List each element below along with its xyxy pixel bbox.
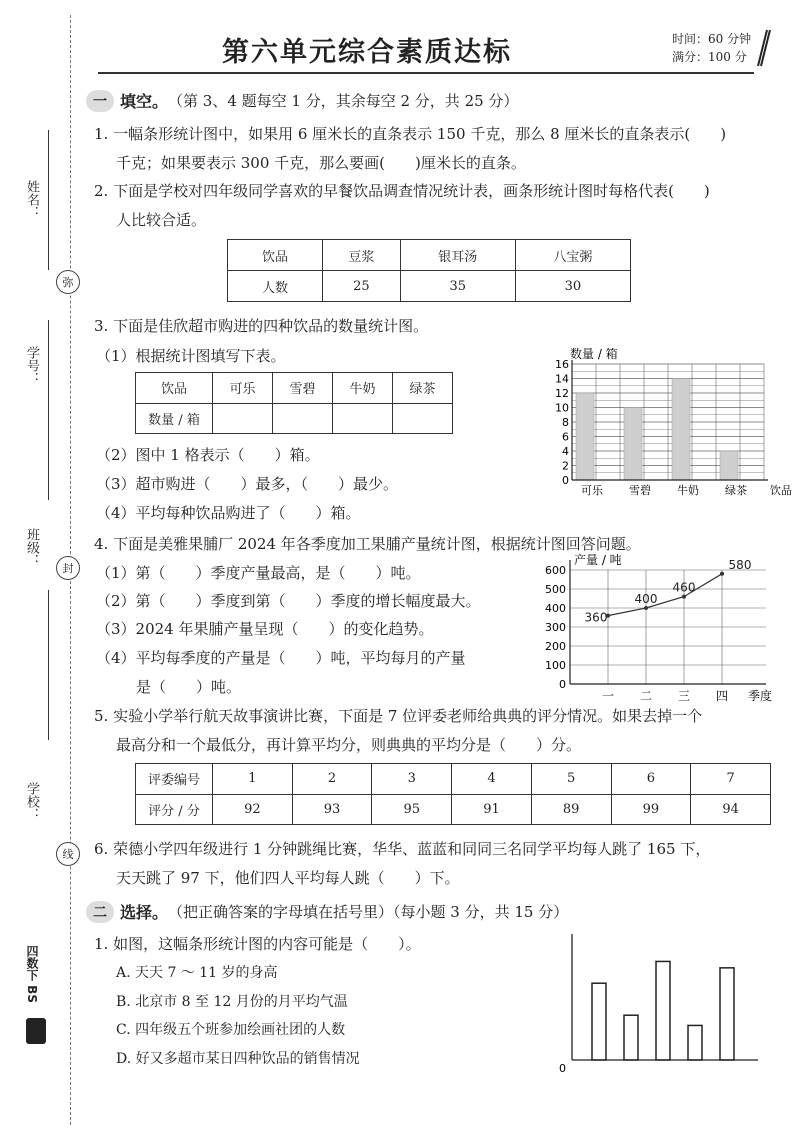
q4-sub2: （2）第（ ）季度到第（ ）季度的增长幅度最大。 bbox=[96, 592, 481, 610]
table-cell: 92 bbox=[213, 794, 293, 825]
section-1-badge: 一 bbox=[86, 90, 114, 112]
data-point bbox=[682, 595, 686, 599]
bar bbox=[720, 451, 738, 480]
x-tick-label: 可乐 bbox=[581, 484, 603, 497]
x-axis-label: 季度 bbox=[748, 689, 773, 703]
table-cell: 2 bbox=[292, 764, 372, 795]
y-tick-label: 12 bbox=[555, 387, 569, 400]
option-b[interactable]: B. 北京市 8 至 12 月份的月平均气温 bbox=[116, 994, 348, 1010]
y-tick-label: 600 bbox=[545, 564, 566, 577]
q4-sub1: （1）第（ ）季度产量最高，是（ ）吨。 bbox=[96, 564, 421, 582]
seal-circle-3: 线 bbox=[56, 842, 80, 866]
y-tick-label: 10 bbox=[555, 401, 569, 415]
table-cell: 评分 / 分 bbox=[136, 794, 213, 825]
answer-cell[interactable] bbox=[273, 403, 333, 434]
y-tick-label: 0 bbox=[562, 474, 569, 487]
q3-sub1: （1）根据统计图填写下表。 bbox=[96, 347, 286, 365]
name-label: 姓名： bbox=[24, 180, 39, 219]
data-label: 360 bbox=[584, 610, 608, 625]
header-decoration bbox=[755, 28, 771, 68]
y-tick-label: 2 bbox=[562, 459, 569, 473]
series-line bbox=[608, 574, 722, 616]
section-2-heading bbox=[86, 900, 568, 923]
y-tick-label: 6 bbox=[562, 430, 569, 444]
table-cell: 银耳汤 bbox=[400, 240, 515, 271]
table-cell: 数量 / 箱 bbox=[136, 403, 213, 434]
q5-line2: 最高分和一个最低分，再计算平均分，则典典的平均分是（ ）分。 bbox=[116, 736, 582, 754]
data-label: 580 bbox=[728, 557, 752, 572]
data-point bbox=[644, 606, 648, 610]
page-title: 第六单元综合素质达标 bbox=[222, 37, 512, 68]
data-label: 400 bbox=[634, 592, 658, 606]
table-cell: 可乐 bbox=[213, 373, 273, 404]
drinks-bar-chart bbox=[538, 347, 792, 500]
q5-table bbox=[135, 763, 771, 825]
table-cell: 豆浆 bbox=[323, 240, 401, 271]
q3-sub4: （4）平均每种饮品购进了（ ）箱。 bbox=[96, 504, 361, 522]
q4-sub4b: 是（ ）吨。 bbox=[136, 678, 242, 696]
y-tick-label: 300 bbox=[545, 621, 566, 634]
school-label: 学校： bbox=[24, 782, 39, 821]
bar bbox=[624, 408, 642, 481]
x-tick-label: 一 bbox=[601, 689, 615, 703]
data-point bbox=[720, 572, 724, 576]
bar bbox=[624, 1015, 638, 1060]
class-label: 班级： bbox=[24, 528, 39, 567]
option-a[interactable]: A. 天天 7 ～ 11 岁的身高 bbox=[116, 965, 278, 981]
brand-label: 四数下 BS bbox=[25, 945, 39, 1003]
x-tick-label: 四 bbox=[715, 689, 729, 703]
table-cell: 35 bbox=[400, 271, 515, 302]
y-axis-label: 数量 / 箱 bbox=[570, 347, 618, 361]
y-tick-label: 500 bbox=[545, 583, 566, 596]
q2-line2: 人比较合适。 bbox=[116, 211, 207, 229]
table-cell: 7 bbox=[691, 764, 771, 795]
q1-line2: 千克；如果要表示 300 千克，那么要画( )厘米长的直条。 bbox=[116, 154, 526, 172]
section-2-note: （把正确答案的字母填在括号里）（每小题 3 分，共 15 分） bbox=[168, 902, 569, 921]
table-cell: 91 bbox=[452, 794, 532, 825]
table-cell: 93 bbox=[292, 794, 372, 825]
section-2-title: 选择。 bbox=[120, 903, 169, 922]
answer-cell[interactable] bbox=[393, 403, 453, 434]
bar bbox=[656, 961, 670, 1060]
y-tick-label: 0 bbox=[559, 678, 566, 691]
y-tick-label: 200 bbox=[545, 640, 566, 653]
table-cell: 雪碧 bbox=[273, 373, 333, 404]
time-info: 时间：60 分钟 bbox=[672, 32, 752, 46]
seal-circle-1: 弥 bbox=[56, 270, 80, 294]
q3-table bbox=[135, 372, 453, 434]
bar bbox=[592, 983, 606, 1060]
table-cell: 89 bbox=[531, 794, 611, 825]
table-cell: 人数 bbox=[228, 271, 323, 302]
q6-line2: 天天跳了 97 下，他们四人平均每人跳（ ）下。 bbox=[116, 869, 460, 887]
brand-logo bbox=[26, 1018, 46, 1044]
answer-cell[interactable] bbox=[213, 403, 273, 434]
y-tick-label: 4 bbox=[562, 445, 569, 458]
q3-line: 3. 下面是佳欣超市购进的四种饮品的数量统计图。 bbox=[94, 317, 429, 335]
q3-sub3: （3）超市购进（ ）最多，（ ）最少。 bbox=[96, 475, 399, 493]
bar bbox=[720, 968, 734, 1060]
number-blank bbox=[48, 320, 49, 500]
x-tick-label: 牛奶 bbox=[677, 484, 699, 497]
y-tick-label: 400 bbox=[545, 602, 566, 615]
q4-sub4a: （4）平均每季度的产量是（ ）吨，平均每月的产量 bbox=[96, 649, 466, 667]
q2-line1: 2. 下面是学校对四年级同学喜欢的早餐饮品调查情况统计表，画条形统计图时每格代表( ) bbox=[94, 182, 710, 200]
s2-q1: 1. 如图，这幅条形统计图的内容可能是（ ）。 bbox=[94, 935, 421, 953]
table-cell: 6 bbox=[611, 764, 691, 795]
table-cell: 95 bbox=[372, 794, 452, 825]
bar bbox=[688, 1025, 702, 1060]
y-tick-label: 8 bbox=[562, 416, 569, 429]
table-cell: 30 bbox=[515, 271, 630, 302]
table-cell: 99 bbox=[611, 794, 691, 825]
origin-label: 0 bbox=[559, 1062, 566, 1075]
table-cell: 饮品 bbox=[228, 240, 323, 271]
score-info: 满分：100 分 bbox=[672, 50, 747, 64]
q5-line1: 5. 实验小学举行航天故事演讲比赛，下面是 7 位评委老师给典典的评分情况。如果去掉一个 bbox=[94, 707, 703, 725]
name-blank bbox=[48, 130, 49, 270]
table-cell: 牛奶 bbox=[333, 373, 393, 404]
answer-cell[interactable] bbox=[333, 403, 393, 434]
section-1-note: （第 3、4 题每空 1 分，其余每空 2 分，共 25 分） bbox=[168, 91, 519, 110]
y-tick-label: 100 bbox=[545, 659, 566, 672]
y-axis-label: 产量 / 吨 bbox=[574, 553, 622, 567]
q6-line1: 6. 荣德小学四年级进行 1 分钟跳绳比赛，华华、蓝蓝和同同三名同学平均每人跳了 165 下， bbox=[94, 840, 711, 858]
table-cell: 评委编号 bbox=[136, 764, 213, 795]
y-tick-label: 14 bbox=[555, 372, 569, 386]
x-axis-label: 饮品 bbox=[770, 484, 792, 497]
section-1-heading bbox=[86, 89, 518, 112]
table-cell: 94 bbox=[691, 794, 771, 825]
q2-table bbox=[227, 239, 631, 302]
bar bbox=[576, 393, 594, 480]
y-tick-label: 16 bbox=[555, 358, 569, 371]
table-cell: 5 bbox=[531, 764, 611, 795]
data-label: 460 bbox=[672, 580, 696, 595]
x-tick-label: 三 bbox=[677, 689, 691, 703]
q4-line: 4. 下面是美雅果脯厂 2024 年各季度加工果脯产量统计图，根据统计图回答问题。 bbox=[94, 535, 641, 553]
class-blank bbox=[48, 590, 49, 740]
table-cell: 1 bbox=[213, 764, 293, 795]
table-cell: 绿茶 bbox=[393, 373, 453, 404]
number-label: 学号： bbox=[24, 346, 39, 385]
section-2-badge: 二 bbox=[86, 901, 114, 923]
q4-sub3: （3）2024 年果脯产量呈现（ ）的变化趋势。 bbox=[96, 620, 434, 638]
x-tick-label: 二 bbox=[639, 689, 653, 703]
table-cell: 25 bbox=[323, 271, 401, 302]
section-1-title: 填空。 bbox=[120, 92, 169, 111]
production-line-chart bbox=[536, 553, 780, 706]
header-rule bbox=[98, 72, 754, 74]
q1-line1: 1. 一幅条形统计图中，如果用 6 厘米长的直条表示 150 千克，那么 8 厘米长的直条表示( ) bbox=[94, 125, 727, 143]
unlabeled-bar-chart bbox=[558, 928, 778, 1076]
q3-sub2: （2）图中 1 格表示（ ）箱。 bbox=[96, 446, 320, 464]
x-tick-label: 雪碧 bbox=[629, 484, 651, 497]
x-tick-label: 绿茶 bbox=[725, 484, 747, 497]
table-cell: 4 bbox=[452, 764, 532, 795]
option-c[interactable]: C. 四年级五个班参加绘画社团的人数 bbox=[116, 1022, 346, 1038]
seal-circle-2: 封 bbox=[56, 556, 80, 580]
table-cell: 八宝粥 bbox=[515, 240, 630, 271]
table-cell: 3 bbox=[372, 764, 452, 795]
bar bbox=[672, 379, 690, 481]
option-d[interactable]: D. 好又多超市某日四种饮品的销售情况 bbox=[116, 1051, 360, 1067]
table-cell: 饮品 bbox=[136, 373, 213, 404]
